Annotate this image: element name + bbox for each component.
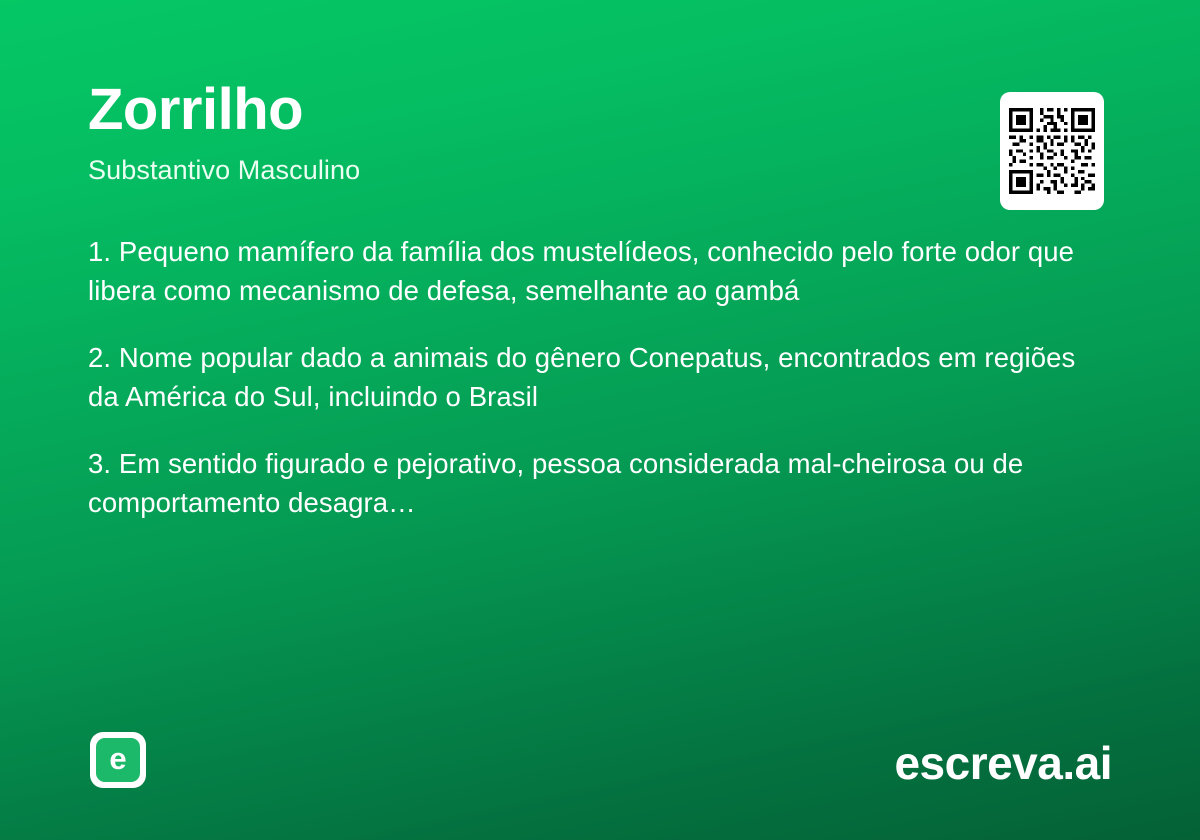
list-item: 1. Pequeno mamífero da família dos mustelídeos, conhecido pelo forte odor que libera como mecanismo de defesa, semelhante ao gambá <box>88 235 1075 306</box>
list-item: 2. Nome popular dado a animais do gênero Conepatus, encontrados em regiões da América do Sul, incluindo o Brasil <box>88 341 1076 413</box>
page-title: Zorrilho <box>88 77 304 142</box>
brand-name: escreva.ai <box>894 737 1112 789</box>
logo <box>90 732 146 788</box>
card-content <box>88 77 1098 522</box>
list-item: 3. Em sentido figurado e pejorativo, pessoa considerada mal-cheirosa ou de comportamento desagra… <box>88 448 1024 519</box>
qr-code-icon[interactable] <box>1000 92 1104 210</box>
definition-list <box>88 232 1098 522</box>
logo-letter: e <box>96 738 140 782</box>
part-of-speech-label: Substantivo Masculino <box>88 154 361 185</box>
